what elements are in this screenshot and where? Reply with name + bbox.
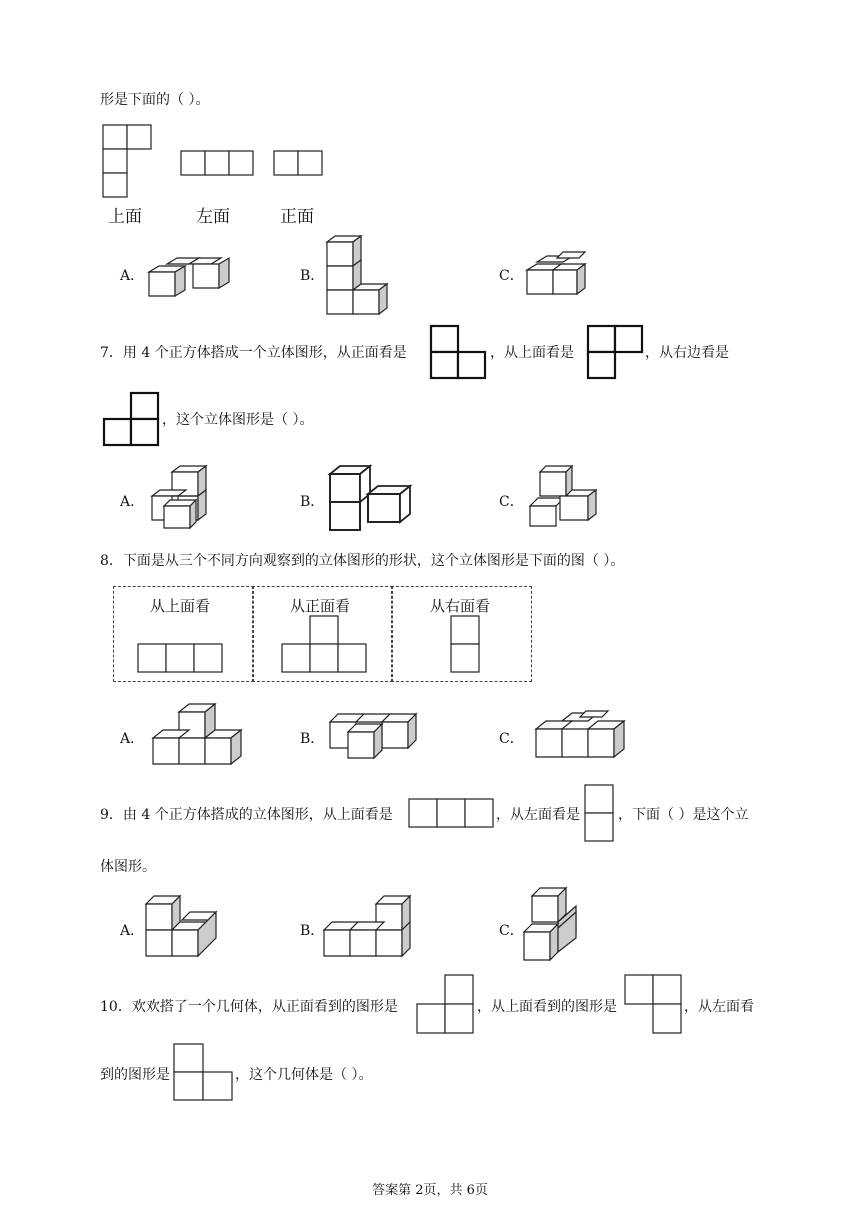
q6-left-view <box>181 151 255 177</box>
q7-option-c-figure[interactable] <box>530 466 600 528</box>
q10-left-view <box>174 1044 234 1104</box>
q10-text-e: ，这个几何体是（ ）。 <box>235 1067 373 1083</box>
q9-option-b[interactable]: B． <box>300 923 325 939</box>
q7-option-a[interactable]: A． <box>120 494 145 510</box>
q9-text-b: ，从左面看是 <box>496 807 580 823</box>
q8-view-label-right: 从右面看 <box>430 597 491 615</box>
q7-text-d: ，这个立体图形是（ ）。 <box>162 412 314 428</box>
q7-option-a-figure[interactable] <box>150 466 212 530</box>
q7-front-view <box>430 325 488 381</box>
q8-option-c[interactable]: C． <box>499 731 524 747</box>
q10-text-c: ，从左面看 <box>684 999 754 1015</box>
q9-top-view <box>409 799 495 829</box>
q10-front-view <box>417 975 475 1035</box>
q8-view-label-front: 从正面看 <box>290 597 351 615</box>
q6-top-view <box>103 125 153 199</box>
q10-text-b: ，从上面看到的图形是 <box>477 999 617 1015</box>
q7-text-b: ，从上面看是 <box>490 345 574 361</box>
q7-text-c: ，从右边看是 <box>645 345 729 361</box>
q7-option-b-figure[interactable] <box>330 466 414 532</box>
q6-front-view <box>274 151 324 177</box>
q6-option-a[interactable]: A． <box>120 268 145 284</box>
q8-front-view <box>282 616 368 674</box>
q6-view-label-top: 上面 <box>108 207 142 227</box>
q7-top-view <box>587 325 645 381</box>
q9-text-c: ，下面（ ）是这个立 <box>618 807 749 823</box>
q6-option-a-figure[interactable] <box>149 250 233 298</box>
q9-option-c-figure[interactable] <box>524 888 584 964</box>
q6-view-label-front: 正面 <box>280 207 314 227</box>
q9-option-a[interactable]: A． <box>120 923 145 939</box>
q9-option-a-figure[interactable] <box>146 894 222 960</box>
q9-option-b-figure[interactable] <box>324 894 416 960</box>
q6-text-tail: 形是下面的（ ）。 <box>100 92 210 108</box>
q8-option-a-figure[interactable] <box>153 702 245 768</box>
q7-right-view <box>103 392 161 448</box>
q7-option-c[interactable]: C． <box>499 494 524 510</box>
q8-right-view <box>451 616 481 674</box>
q7-text-a: 7．用 4 个正方体搭成一个立体图形，从正面看是 <box>100 345 407 361</box>
q8-option-b-figure[interactable] <box>330 712 422 762</box>
q10-top-view <box>625 975 683 1035</box>
q10-text-a: 10．欢欢搭了一个几何体，从正面看到的图形是 <box>100 999 398 1015</box>
q8-option-b[interactable]: B． <box>300 731 325 747</box>
q8-top-view <box>138 644 224 674</box>
q9-text-a: 9．由 4 个正方体搭成的立体图形，从上面看是 <box>100 807 393 823</box>
q10-text-d: 到的图形是 <box>100 1067 170 1083</box>
q6-option-b[interactable]: B． <box>300 268 325 284</box>
q7-option-b[interactable]: B． <box>300 494 325 510</box>
page-footer: 答案第 2页，共 6页 <box>372 1183 488 1198</box>
q6-option-c[interactable]: C． <box>499 268 524 284</box>
q8-option-a[interactable]: A． <box>120 731 145 747</box>
q6-option-c-figure[interactable] <box>527 252 589 300</box>
q6-view-label-left: 左面 <box>196 207 230 227</box>
q9-text-d: 体图形。 <box>100 859 156 875</box>
q6-option-b-figure[interactable] <box>327 234 391 316</box>
q9-option-c[interactable]: C． <box>499 923 524 939</box>
q8-option-c-figure[interactable] <box>536 711 628 761</box>
q8-text: 8．下面是从三个不同方向观察到的立体图形的形状，这个立体图形是下面的图（ ）。 <box>100 553 625 569</box>
q8-view-label-top: 从上面看 <box>150 597 211 615</box>
q9-left-view <box>585 785 615 843</box>
